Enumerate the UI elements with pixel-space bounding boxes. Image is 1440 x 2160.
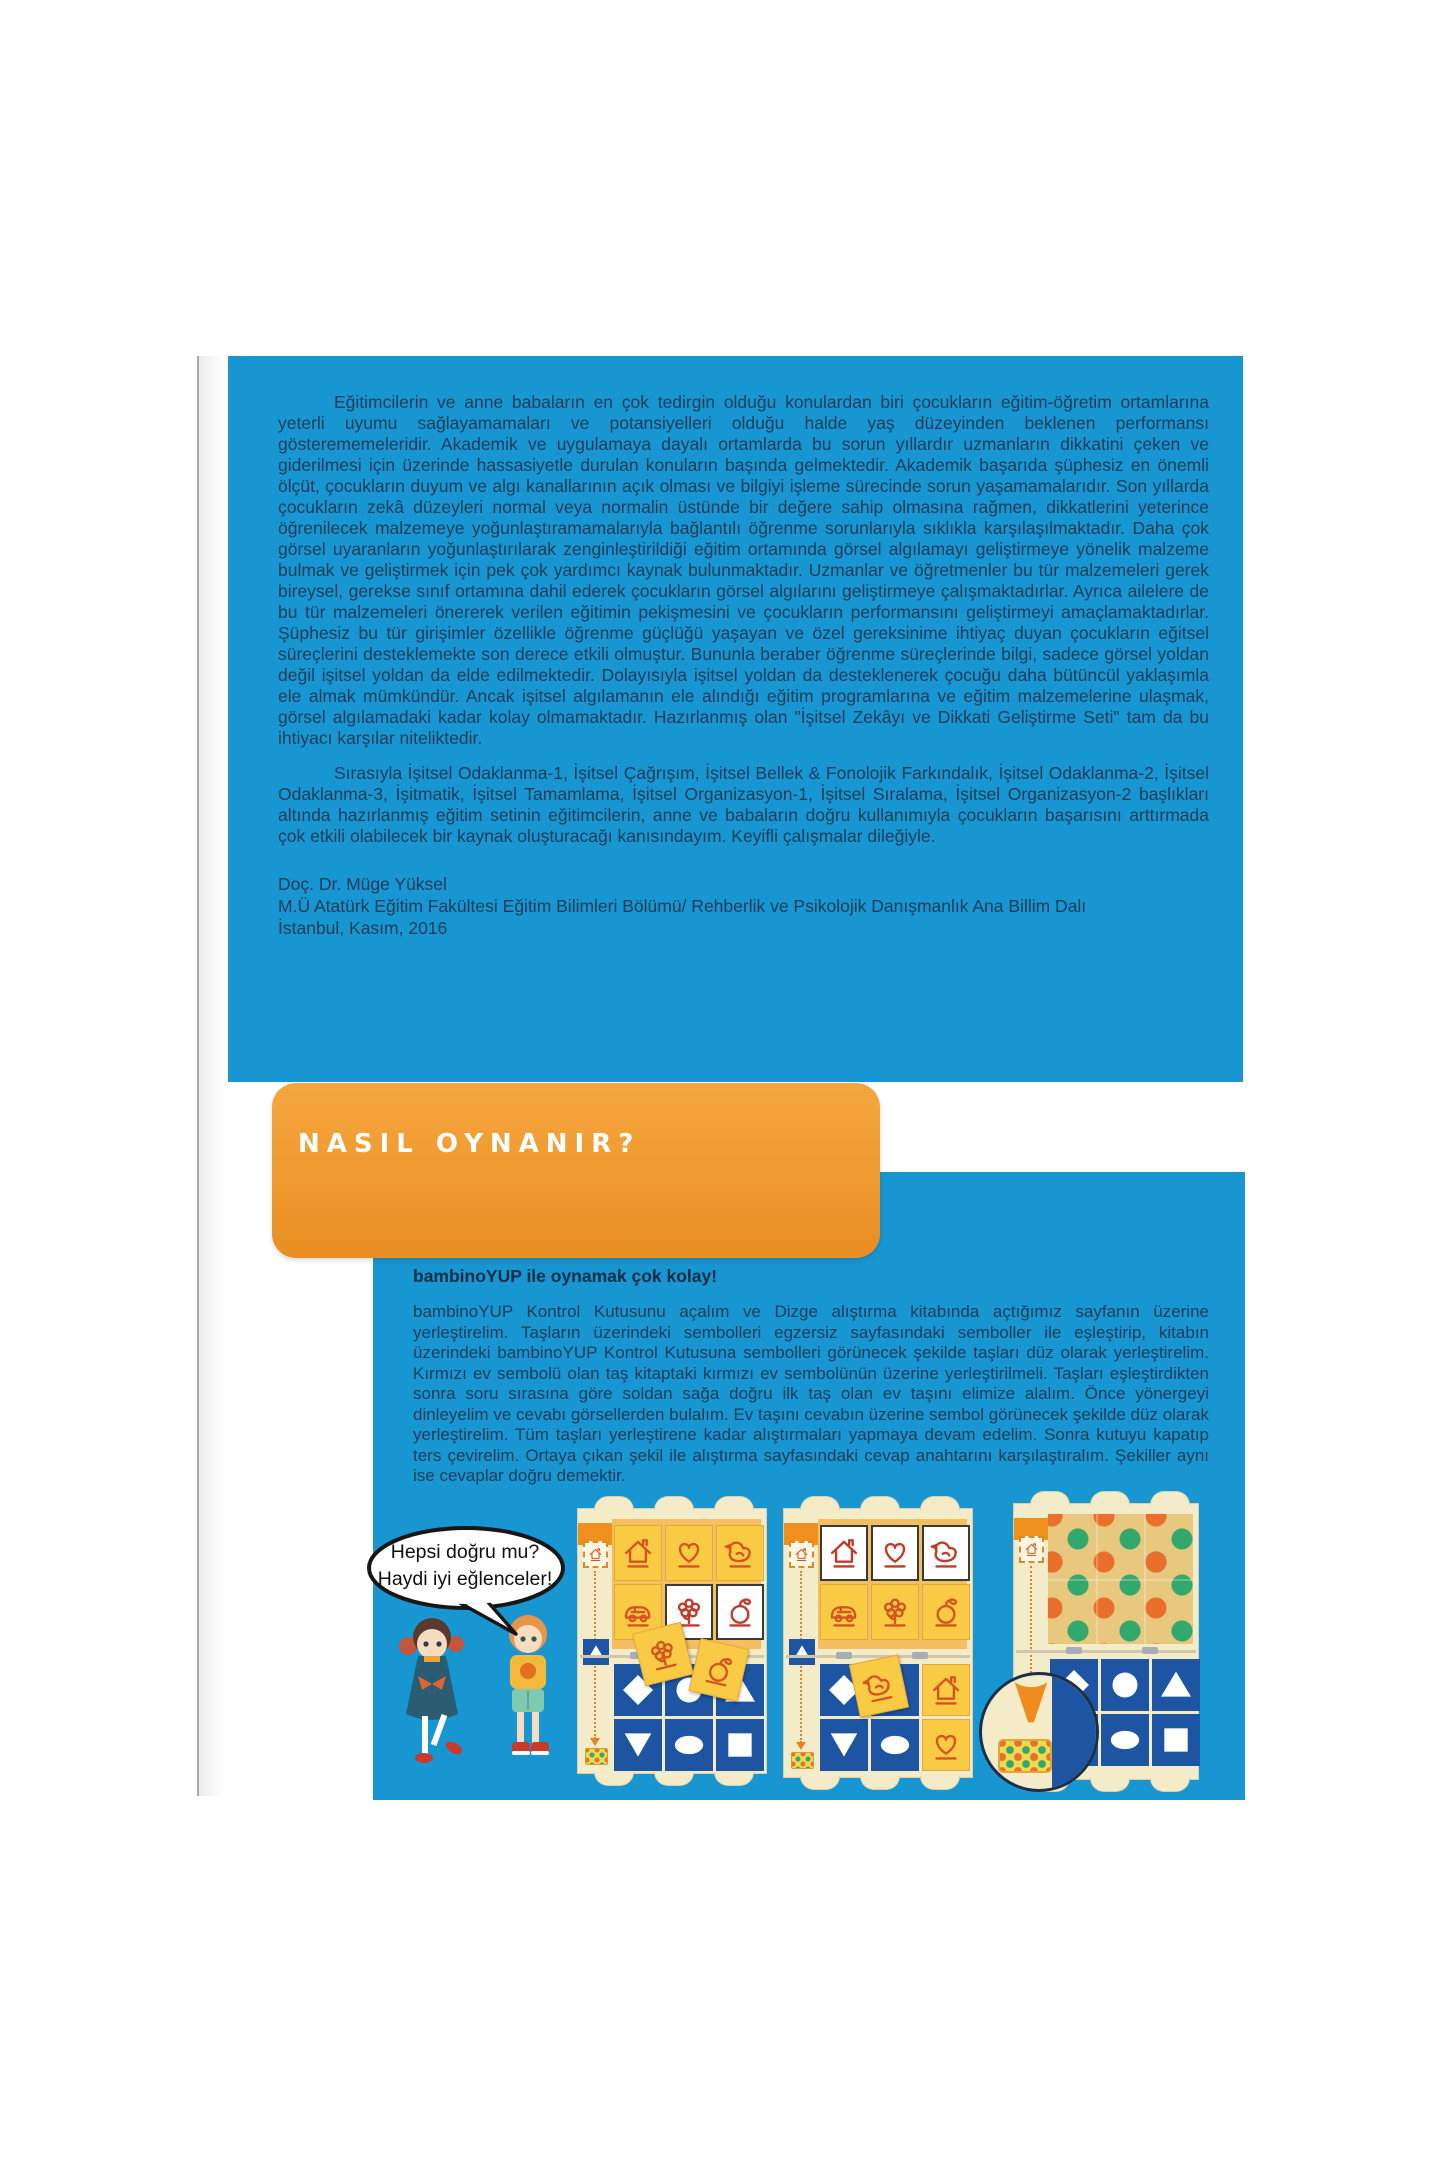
hinge-clasp [912, 1652, 928, 1659]
symbol-car-icon [825, 1591, 863, 1633]
control-box-step-2 [783, 1508, 973, 1778]
symbol-heart-icon [927, 1724, 965, 1766]
signature-affiliation: M.Ü Atatürk Eğitim Fakültesi Eğitim Bilimleri Bölümü/ Rehberlik ve Psikolojik Danışmanlık Ana Billim Dalı [278, 896, 1087, 916]
symbol-grid [614, 1525, 764, 1640]
signature-name: Doç. Dr. Müge Yüksel [278, 874, 447, 894]
shape-cell-circle [1101, 1659, 1149, 1711]
placed-tile-house [922, 1664, 970, 1716]
shape-cell-square [716, 1719, 764, 1771]
rail-triangle-tile [583, 1639, 609, 1665]
shape-cell-ellipse [665, 1719, 713, 1771]
symbol-house-icon [1023, 1541, 1040, 1558]
shape-triangle-down-icon [824, 1725, 864, 1765]
shape-triangle-icon [586, 1642, 606, 1662]
symbol-tile-car [820, 1584, 868, 1640]
shape-cell-ellipse [871, 1719, 919, 1771]
how-to-play-heading-box [272, 1083, 880, 1258]
symbol-duck-icon [856, 1662, 902, 1711]
rail-triangle-tile [789, 1639, 815, 1665]
card-scallop [1090, 1491, 1130, 1505]
rail-answer-key-tile [791, 1752, 814, 1769]
symbol-heart-icon [670, 1532, 708, 1574]
shape-triangle-down-icon [618, 1725, 658, 1765]
symbol-tile-flower [871, 1584, 919, 1640]
symbol-house-icon [619, 1532, 657, 1574]
intro-paragraph-2: Sırasıyla İşitsel Odaklanma-1, İşitsel Çağrışım, İşitsel Bellek & Fonolojik Farkındalık, İşitsel Odaklanma-2, İşitsel Odaklanma-3, İşitmatik, İşitsel Tamamlama, İşitsel Organizasyon-1, İşitsel Sıralama, İşitsel Organizasyon-2 başlıkları altında hazırlanmış eğitim setinin eğitimcilerin, anne ve babaların doğru kullanımıyla çocukların başarısını arttırmada çok etkili olabilecek bir kaynak oluşturacağı kanısındayım. Keyifli çalışmalar dileğiyle. [278, 763, 1209, 846]
shape-square-icon [720, 1725, 760, 1765]
rail-house-icon [583, 1541, 608, 1568]
symbol-house-icon [793, 1546, 810, 1563]
symbol-tile-heart [665, 1525, 713, 1581]
symbol-tile-house [820, 1525, 868, 1581]
symbol-duck-icon [721, 1532, 759, 1574]
symbol-heart-icon [876, 1532, 914, 1574]
hinge-clasp [836, 1652, 852, 1659]
speech-bubble [366, 1524, 574, 1636]
magnified-answer-tile [998, 1739, 1052, 1773]
shape-square-icon [1156, 1720, 1196, 1760]
shape-circle-icon [1105, 1665, 1145, 1705]
symbol-grid [820, 1525, 970, 1640]
signature-place-date: İstanbul, Kasım, 2016 [278, 918, 448, 938]
symbol-apple-icon [696, 1645, 742, 1694]
signature-block [278, 873, 1209, 939]
placed-tile-heart [922, 1719, 970, 1771]
card-scallop [1150, 1491, 1190, 1505]
magnifier-detail-circle [979, 1672, 1099, 1792]
card-scallop [920, 1496, 960, 1510]
speech-bubble-line-2: Haydi iyi eğlenceler! [377, 1568, 553, 1590]
shape-cell-ellipse [1101, 1714, 1149, 1766]
symbol-house-icon [927, 1669, 965, 1711]
card-scallop [800, 1496, 840, 1510]
symbol-tile-house [614, 1525, 662, 1581]
symbol-tile-heart [871, 1525, 919, 1581]
symbol-duck-icon [927, 1532, 965, 1574]
tile-backs-dot-pattern [1048, 1514, 1193, 1644]
symbol-apple-icon [927, 1591, 965, 1633]
speech-bubble-line-1: Hepsi doğru mu? [390, 1541, 540, 1563]
symbol-flower-icon [876, 1591, 914, 1633]
card-scallop [654, 1496, 694, 1510]
page-edge-line [197, 356, 199, 1796]
rail-arrowhead-icon [590, 1738, 600, 1746]
symbol-tile-duck [716, 1525, 764, 1581]
symbol-tile-apple [716, 1584, 764, 1640]
card-scallop [714, 1496, 754, 1510]
down-arrow-icon [1008, 1680, 1054, 1734]
rail-house-icon [789, 1541, 814, 1568]
sequence-rail [581, 1541, 612, 1765]
shape-ellipse-icon [1105, 1720, 1145, 1760]
rail-arrowhead-icon [796, 1742, 806, 1750]
speech-bubble-text [366, 1539, 564, 1593]
intro-paragraph-1: Eğitimcilerin ve anne babaların en çok tedirgin olduğu konulardan biri çocukların eğitim-öğretim ortamlarına yeterli uyumu sağlayamamaları ve potansiyelleri olduğu halde yaş düzeyinden beklenen performansı gösterememeleridir. Akademik ve uygulamaya dayalı ortamlarda bu sorun yıllardır uzmanların dikkatini çeken ve giderilmesi için üzerinde hassasiyetle durulan konuların başında gelmektedir. Akademik başarıda şüphesiz en önemli ölçüt, çocukların duyum ve algı kanallarının açık olması ve bilgiyi işleme sürecinde sorun yaşamamalarıdır. Son yıllarda çocukların zekâ düzeyleri normal veya normalin üstünde bir değere sahip olmasına rağmen, dikkatlerini yeterince öğrenilecek malzemeye yoğunlaştıramamalarıyla bağlantılı öğrenme sorunlarıyla sıklıkla karşılaşılmaktadır. Daha çok görsel uyaranların yoğunlaştırılarak zenginleştirildiği eğitim ortamında görsel algılamayı geliştirmeye yönelik malzeme bulmak ve geliştirmek için pek çok yardımcı kaynak bulunmaktadır. Uzmanlar ve öğretmenler bu tür malzemeleri gerek bireysel, gerekse sınıf ortamına dahil ederek çocukların görsel algılarını geliştirmeye çalışmaktadırlar. Ayrıca ailelere de bu tür malzemeleri önererek verilen eğitimin pekişmesini ve çocukların performansını geliştirmeyi amaçlamaktadırlar. Şüphesiz bu tür girişimler özellikle öğrenme güçlüğü yaşayan ve özel gereksinime ihtiyaç duyan çocukların eğitsel süreçlerini desteklemekte son derece etkili olmuştur. Bununla beraber öğrenme süreçlerinde bilgi, sadece görsel yoldan değil işitsel yoldan da elde edilmektedir. Dolayısıyla işitsel yoldan da desteklenerek çocuğu daha bütüncül yaklaşımla ele almak mümkündür. Ancak işitsel algılamanın ele alındığı eğitim programlarına ve eğitim malzemelerine ulaşmak, görsel algılamadaki kadar kolay olmamaktadır. Hazırlanmış olan "İşitsel Zekâyı ve Dikkati Geliştirme Seti" tam da bu ihtiyacı karşılar niteliktedir. [278, 392, 1209, 748]
boy-character [509, 1615, 549, 1755]
shape-ellipse-icon [669, 1725, 709, 1765]
symbol-apple-icon [721, 1591, 759, 1633]
symbol-tile-duck [922, 1525, 970, 1581]
intro-text-block [278, 392, 1209, 939]
shape-cell-square [1152, 1714, 1200, 1766]
shape-ellipse-icon [875, 1725, 915, 1765]
how-to-play-heading: NASIL OYNANIR? [298, 1129, 641, 1159]
page-edge-shade [199, 356, 223, 1796]
control-box-step-1 [577, 1508, 767, 1774]
instructions-subheading: bambinoYUP ile oynamak çok kolay! [413, 1266, 718, 1286]
rail-house-icon [1019, 1536, 1044, 1563]
loose-tile-duck [849, 1654, 909, 1717]
box-hinge [1016, 1650, 1196, 1653]
shape-cell-triangle-down [820, 1719, 868, 1771]
rail-answer-key-tile [585, 1748, 608, 1765]
intro-blue-panel [228, 356, 1243, 1082]
hinge-clasp [1066, 1647, 1082, 1654]
symbol-house-icon [587, 1546, 604, 1563]
instructions-text-block [413, 1266, 1209, 1487]
girl-character [399, 1618, 464, 1763]
symbol-tile-apple [922, 1584, 970, 1640]
shape-triangle-icon [792, 1642, 812, 1662]
symbol-car-icon [619, 1591, 657, 1633]
hinge-clasp [1142, 1647, 1158, 1654]
shape-triangle-icon [1156, 1665, 1196, 1705]
symbol-house-icon [825, 1532, 863, 1574]
card-scallop [1030, 1491, 1070, 1505]
instructions-paragraph: bambinoYUP Kontrol Kutusunu açalım ve Dizge alıştırma kitabında açtığımız sayfanın üzerine yerleştirelim. Taşların üzerindeki sembolleri egzersiz sayfasındaki semboller ile eşleştirip, kitabın üzerindeki bambinoYUP Kontrol Kutusuna sembolleri görünecek şekilde taşları düz olarak yerleştirelim. Kırmızı ev sembolü olan taş kitaptaki kırmızı ev sembolünün üzerine yerleştirilmeli. Taşları eşleştirdikten sonra soru sırasına göre soldan sağa doğru ilk taş olan ev taşını elimize alalım. Önce yönergeyi dinleyelim ve cevabı görsellerden bulalım. Ev taşını cevabın üzerine sembol görünecek şekilde düz olarak yerleştirelim. Tüm taşları yerleştirene kadar alıştırmaları yapmaya devam edelim. Sonra kutuyu kapatıp ters çevirelim. Ortaya çıkan şekil ile alıştırma sayfasındaki cevap anahtarını karşılaştıralım. Şekiller aynı ise cevaplar doğru demektir. [413, 1302, 1209, 1485]
magnified-blue-grid [1052, 1672, 1099, 1792]
shape-cell-triangle-down [614, 1719, 662, 1771]
shape-cell-triangle [1152, 1659, 1200, 1711]
card-scallop [594, 1496, 634, 1510]
card-scallop [860, 1496, 900, 1510]
symbol-flower-icon [639, 1629, 686, 1679]
